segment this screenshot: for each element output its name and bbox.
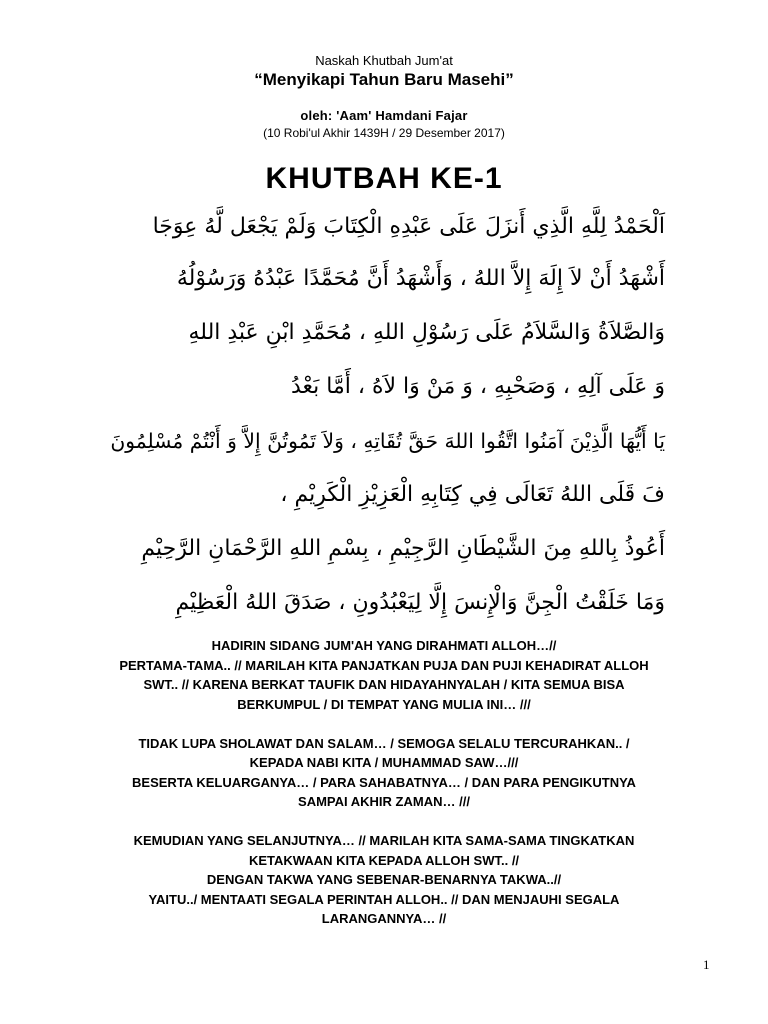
paragraph: [60, 734, 708, 812]
arabic-line: وَمَا خَلَقْتُ الْجِنَّ وَالْإِنسَ إِلَّا لِيَعْبُدُونِ ، صَدَقَ اللهُ الْعَظِيْمِ: [175, 590, 665, 615]
text-line: DENGAN TAKWA YANG SEBENAR-BENARNYA TAKWA..//: [206, 872, 562, 887]
arabic-line: أَشْهَدُ أَنْ لاَ إِلَهَ إِلاَّ اللهُ ، وَأَشْهَدُ أَنَّ مُحَمَّدًا عَبْدُهُ وَرَسُوْلُهُ: [176, 266, 665, 291]
text-line: PERTAMA-TAMA.. // MARILAH KITA PANJATKAN PUJA DAN PUJI KEHADIRAT ALLOH: [119, 657, 649, 673]
page-number: 1: [703, 957, 710, 972]
document-label: Naskah Khutbah Jum'at: [315, 53, 453, 68]
paragraph: [60, 636, 708, 714]
text-line: BESERTA KELUARGANYA… / PARA SAHABATNYA… / DAN PARA PENGIKUTNYA: [132, 774, 636, 790]
sermon-body: [60, 636, 708, 929]
arabic-line: يَا أَيُّهَا الَّذِيْنَ آمَنُوا اتَّقُوا اللهَ حَقَّ تُقَاتِهِ ، وَلاَ تَمُوتُنَّ إِلاَّ وَ أَنْتُمْ مُسْلِمُونَ: [110, 429, 665, 453]
paragraph-spacer: [60, 812, 708, 832]
arabic-line: اَلْحَمْدُ لِلَّهِ الَّذِي أَنزَلَ عَلَى عَبْدِهِ الْكِتَابَ وَلَمْ يَجْعَل لَّهُ عِوَجَا: [152, 214, 665, 239]
paragraph-spacer: [60, 714, 708, 734]
arabic-line: فَ قَلَى اللهُ تَعَالَى فِي كِتَابِهِ الْعَزِيْزِ الْكَرِيْمِ ،: [280, 482, 665, 507]
document-title: “Menyikapi Tahun Baru Masehi”: [254, 70, 514, 89]
arabic-text-block: [110, 210, 665, 630]
text-line: KEPADA NABI KITA / MUHAMMAD SAW…///: [249, 755, 519, 770]
paragraph: [60, 831, 708, 929]
text-line: SAMPAI AKHIR ZAMAN… ///: [298, 794, 470, 809]
text-line: HADIRIN SIDANG JUM'AH YANG DIRAHMATI ALLOH…//: [211, 638, 557, 653]
text-line: LARANGANNYA… //: [321, 911, 447, 926]
text-line: KEMUDIAN YANG SELANJUTNYA… // MARILAH KITA SAMA-SAMA TINGKATKAN: [133, 833, 635, 848]
text-line: BERKUMPUL / DI TEMPAT YANG MULIA INI… ///: [237, 696, 531, 712]
section-heading: KHUTBAH KE-1: [265, 162, 503, 195]
date-line: (10 Robi'ul Akhir 1439H / 29 Desember 2017): [263, 126, 505, 140]
author-line: oleh: 'Aam' Hamdani Fajar: [300, 108, 468, 123]
text-line: YAITU../ MENTAATI SEGALA PERINTAH ALLOH.. // DAN MENJAUHI SEGALA: [148, 891, 620, 907]
arabic-line: وَ عَلَى آلِهِ ، وَصَحْبِهِ ، وَ مَنْ وَا لاَهُ ، أَمَّا بَعْدُ: [291, 374, 665, 399]
text-line: SWT.. // KARENA BERKAT TAUFIK DAN HIDAYAHNYALAH / KITA SEMUA BISA: [143, 677, 625, 692]
text-line: TIDAK LUPA SHOLAWAT DAN SALAM… / SEMOGA SELALU TERCURAHKAN.. /: [138, 735, 630, 751]
arabic-line: وَالصَّلاَةُ وَالسَّلاَمُ عَلَى رَسُوْلِ اللهِ ، مُحَمَّدِ ابْنِ عَبْدِ اللهِ: [188, 320, 665, 345]
arabic-line: أَعُوذُ بِاللهِ مِنَ الشَّيْطَانِ الرَّجِيْمِ ، بِسْمِ اللهِ الرَّحْمَانِ الرَّحِيْمِ: [141, 536, 665, 561]
text-line: KETAKWAAN KITA KEPADA ALLOH SWT.. //: [248, 852, 520, 868]
